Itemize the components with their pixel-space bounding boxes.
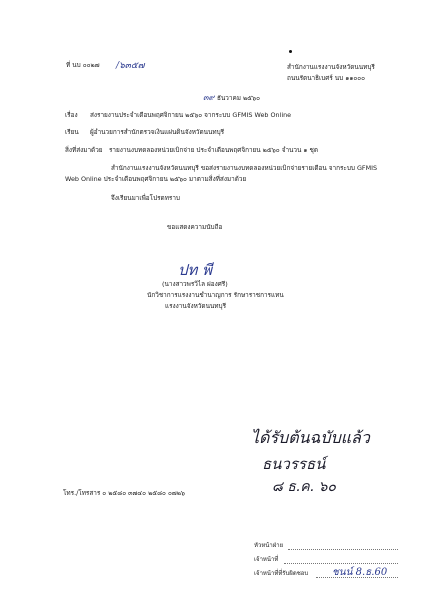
signer-name: (นางสาวพรวิไล ผ่องศรี) <box>162 280 228 288</box>
body-line-2: Web Online ประจำเดือนพฤศจิกายน ๒๕๖๐ มาตามสิ่งที่ส่งมาด้วย <box>65 175 247 183</box>
closing-line: จึงเรียนมาเพื่อโปรดทราบ <box>111 194 180 202</box>
handwritten-note-received: ได้รับต้นฉบับแล้ว <box>251 428 370 447</box>
signer-position: นักวิชาการแรงงานชำนาญการ รักษาราชการแทน <box>147 291 284 299</box>
subject-label: เรื่อง <box>65 111 78 119</box>
doc-number: ที่ นบ ๐๐๒๗ <box>66 61 100 69</box>
office-name: สำนักงานแรงงานจังหวัดนนทบุรี <box>287 63 375 71</box>
stamp-line-1-label: หัวหน้าฝ่าย <box>254 542 284 549</box>
date-text: ธันวาคม ๒๕๖๐ <box>217 94 260 102</box>
stamp-line-2-blank <box>284 563 398 564</box>
signer-office: แรงงานจังหวัดนนทบุรี <box>165 302 227 310</box>
stamp-line-1-blank <box>288 549 398 550</box>
receipt-stamp <box>254 540 402 592</box>
office-address: ถนนรัตนาธิเบศร์ นบ ๑๑๐๐๐ <box>287 74 366 82</box>
date-day: ๓๙ <box>203 93 215 102</box>
to-label: เรียน <box>65 128 79 136</box>
doc-number-suffix: /๖๓๕๗ <box>116 61 145 71</box>
subject-text: ส่งรายงานประจำเดือนพฤศจิกายน ๒๕๖๐ จากระบบ GFMIS Web Online <box>90 111 292 119</box>
regards: ขอแสดงความนับถือ <box>167 223 223 231</box>
stamp-line-2-label: เจ้าหน้าที่ <box>254 556 279 563</box>
stamp-line-3-label: เจ้าหน้าที่ที่รับผิดชอบ <box>254 570 309 577</box>
signature: ปท พี <box>178 261 213 279</box>
handwritten-note-name: ธนวรรธน์ <box>262 455 326 473</box>
enclosure-label: สิ่งที่ส่งมาด้วย <box>65 146 103 154</box>
stamp-line-3-value: ชนน์ 8.ธ.60 <box>332 567 388 578</box>
enclosure-text: รายงานงบทดลองหน่วยเบิกจ่าย ประจำเดือนพฤศจิกายน ๒๕๖๐ จำนวน ๑ ชุด <box>109 146 318 154</box>
garuda-emblem-mark <box>289 50 292 53</box>
handwritten-note-date: ๘ ธ.ค. ๖๐ <box>272 479 336 495</box>
body-line-1: สำนักงานแรงงานจังหวัดนนทบุรี ขอส่งรายงานงบทดลองหน่วยเบิกจ่ายรายเดือน จากระบบ GFMIS <box>111 164 378 172</box>
phone-fax: โทร./โทรสาร ๐ ๒๕๘๐ ๓๗๔๐ ๒๕๘๐ ๐๗๒๖ <box>63 489 185 497</box>
to-text: ผู้อำนวยการสำนักตรวจเงินแผ่นดินจังหวัดนนทบุรี <box>90 128 225 136</box>
